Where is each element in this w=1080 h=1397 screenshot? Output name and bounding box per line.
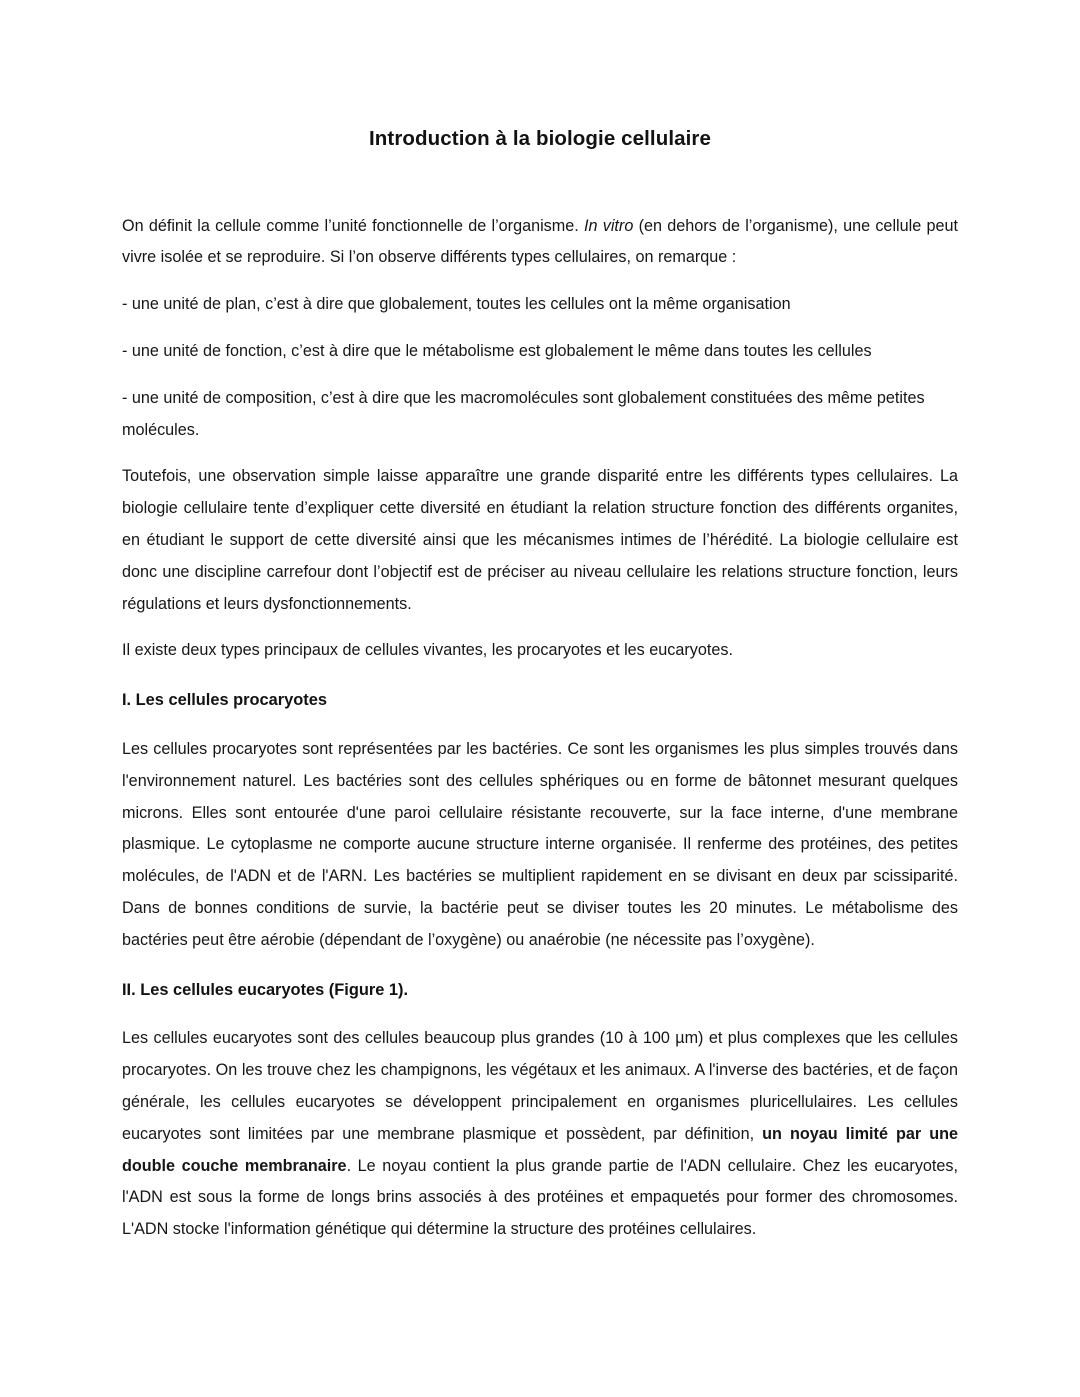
intro-paragraph xyxy=(122,211,958,275)
eucaryotes-text-part2: . Le noyau contient la plus grande partie de l'ADN cellulaire. Chez les eucaryotes, l'ADN est sous la forme de longs brins associés à des protéines et empaquetés pour former des chromosomes. L'ADN stocke l'information génétique qui détermine la structure des protéines cellulaires. xyxy=(122,1156,959,1239)
list-item: - une unité de plan, c’est à dire que globalement, toutes les cellules ont la même organisation xyxy=(122,295,791,314)
section-heading-procaryotes: I. Les cellules procaryotes xyxy=(122,691,327,710)
two-types-paragraph: Il existe deux types principaux de cellules vivantes, les procaryotes et les eucaryotes. xyxy=(122,641,733,660)
spacer xyxy=(122,153,958,211)
eucaryotes-text-part1: Les cellules eucaryotes sont des cellules beaucoup plus grandes (10 à 100 µm) et plus complexes que les cellules procaryotes. On les trouve chez les champignons, les végétaux et les animaux. A l'inverse des bactéries, et de façon générale, les cellules eucaryotes se développent principalement en organismes pluricellulaires. Les cellules eucaryotes sont limitées par une membrane plasmique et possèdent, par définition, xyxy=(122,1029,958,1143)
spacer xyxy=(122,1006,958,1023)
spacer xyxy=(122,620,958,635)
eucaryotes-bold-phrase: un noyau limité par une double couche membranaire xyxy=(122,1124,959,1175)
diversity-paragraph: Toutefois, une observation simple laisse apparaître une grande disparité entre les différents types cellulaires. La biologie cellulaire tente d’expliquer cette diversité en étudiant la relation structure fonction des différents organites, en étudiant le support de cette diversité ainsi que les mécanismes intimes de l’hérédité. La biologie cellulaire est donc une discipline carrefour dont l’objectif est de préciser au niveau cellulaire les relations structure fonction, leurs régulations et leurs dysfonctionnements. xyxy=(122,467,958,613)
spacer xyxy=(122,446,958,461)
list-item: - une unité de composition, c’est à dire que les macromolécules sont globalement constituées des même petites molécules. xyxy=(122,388,925,439)
spacer xyxy=(122,717,958,734)
document-content xyxy=(122,0,958,1246)
spacer xyxy=(122,667,958,685)
spacer xyxy=(122,368,958,383)
section-heading-eucaryotes: II. Les cellules eucaryotes (Figure 1). xyxy=(122,980,409,999)
spacer xyxy=(122,957,958,975)
spacer xyxy=(122,321,958,336)
spacer xyxy=(122,274,958,289)
intro-italic-term: In vitro xyxy=(584,216,634,235)
page-title: Introduction à la biologie cellulaire xyxy=(369,127,711,150)
intro-text-lead: On définit la cellule comme l’unité fonctionnelle de l’organisme. xyxy=(122,216,584,235)
section-body-eucaryotes xyxy=(122,1023,958,1246)
list-item: - une unité de fonction, c’est à dire que le métabolisme est globalement le même dans toutes les cellules xyxy=(122,342,872,361)
intro-text-rest: (en dehors de l’organisme), une cellule peut vivre isolée et se reproduire. Si l’on observe différents types cellulaires, on remarque : xyxy=(122,216,958,267)
section-body-procaryotes: Les cellules procaryotes sont représentées par les bactéries. Ce sont les organismes les plus simples trouvés dans l'environnement naturel. Les bactéries sont des cellules sphériques ou en forme de bâtonnet mesurant quelques microns. Elles sont entourée d'une paroi cellulaire résistante recouverte, sur la face interne, d'une membrane plasmique. Le cytoplasme ne comporte aucune structure interne organisée. Il renferme des protéines, des petites molécules, de l'ADN et de l'ARN. Les bactéries se multiplient rapidement en se divisant en deux par scissiparité. Dans de bonnes conditions de survie, la bactérie peut se diviser toutes les 20 minutes. Le métabolisme des bactéries peut être aérobie (dépendant de l’oxygène) ou anaérobie (ne nécessite pas l’oxygène). xyxy=(122,740,958,949)
